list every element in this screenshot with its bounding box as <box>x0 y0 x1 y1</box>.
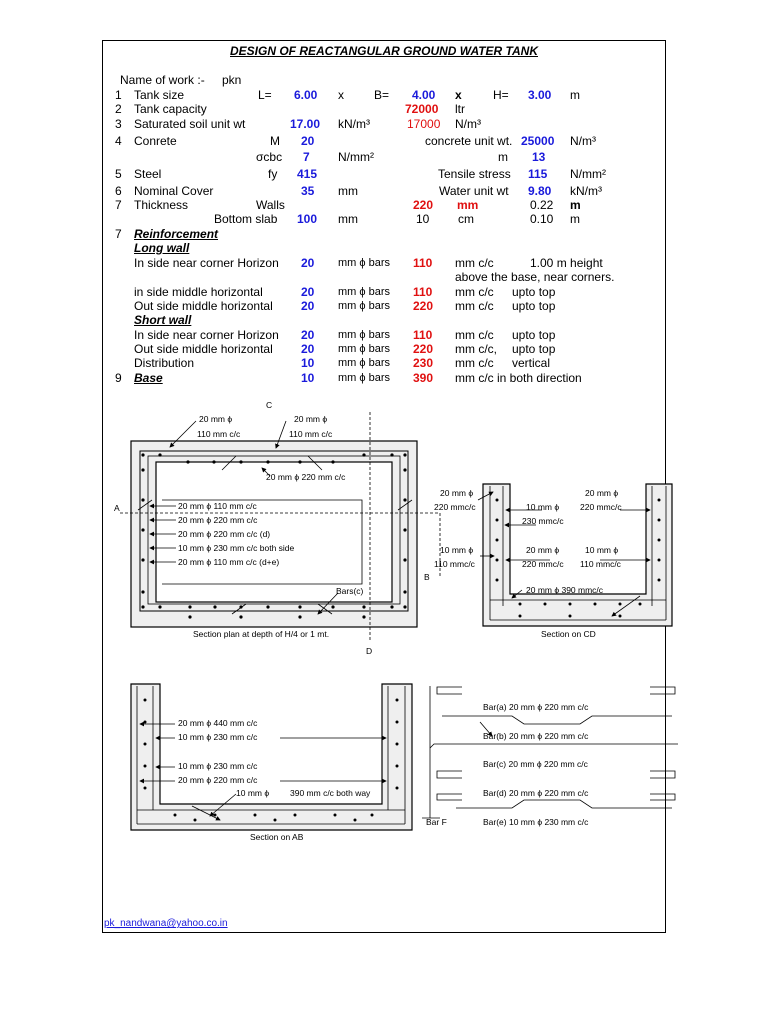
sw-spacing: 230 <box>413 356 434 370</box>
plan-bar-label: 10 mm ϕ 230 mm c/c both side <box>178 543 295 553</box>
height-value: 3.00 <box>528 88 552 102</box>
walls-label: Walls <box>256 198 285 212</box>
fy-value: 415 <box>297 167 318 181</box>
lw-dia: 20 <box>301 299 315 313</box>
sigma-value: 7 <box>303 150 310 164</box>
sw-note: upto top <box>512 342 556 356</box>
grade-label: M <box>270 134 280 148</box>
cd-label: 110 mmc/c <box>580 559 621 569</box>
section-plan <box>114 400 440 656</box>
lw-note-2: above the base, near corners. <box>455 270 615 284</box>
plan-bar-label: 20 mm ϕ 110 mm c/c <box>178 501 257 511</box>
base-heading: Base <box>134 371 163 385</box>
sw-note: vertical <box>512 356 551 370</box>
unit: cm <box>458 212 474 226</box>
sw-note: upto top <box>512 328 556 342</box>
ab-label: 20 mm ϕ 440 mm c/c <box>178 718 258 728</box>
lw-label: In side near corner Horizon <box>134 256 279 270</box>
unit: m <box>570 198 581 212</box>
row-label: Saturated soil unit wt <box>134 117 246 131</box>
bar-e-label: Bar(e) 10 mm ϕ 230 mm c/c <box>483 817 589 827</box>
base-dia: 10 <box>301 371 315 385</box>
name-of-work-value: pkn <box>222 73 242 87</box>
sw-dia: 20 <box>301 342 315 356</box>
cd-label: 220 mmc/c <box>434 502 476 512</box>
row-num: 1 <box>115 88 122 102</box>
fy-label: fy <box>268 167 278 181</box>
cd-label: 220 mmc/c <box>580 502 622 512</box>
unit: m <box>570 212 580 226</box>
length-value: 6.00 <box>294 88 318 102</box>
wall-thickness-value: 220 <box>413 198 434 212</box>
lw-spacing-unit: mm c/c <box>455 256 494 270</box>
row-label: Tank capacity <box>134 102 207 116</box>
cd-caption: Section on CD <box>541 629 596 639</box>
capacity-value: 72000 <box>405 102 439 116</box>
cd-label: 220 mmc/c <box>522 559 564 569</box>
cd-label: 230 mmc/c <box>522 516 564 526</box>
sw-dia: 10 <box>301 356 315 370</box>
lw-spacing-unit: mm c/c <box>455 299 494 313</box>
lw-dia: 20 <box>301 285 315 299</box>
page-title: DESIGN OF REACTANGULAR GROUND WATER TANK <box>230 44 538 58</box>
plan-bar-label: 20 mm ϕ 220 mm c/c <box>178 515 258 525</box>
unit: N/mm² <box>338 150 374 164</box>
unit: mm <box>338 184 358 198</box>
soil-wt-value-2: 17000 <box>407 117 441 131</box>
sw-bars: mm ϕ bars <box>338 343 390 355</box>
lw-spacing: 110 <box>413 285 433 299</box>
plan-a-label: A <box>114 503 120 513</box>
bottom-slab-label: Bottom slab <box>214 212 278 226</box>
name-of-work-label: Name of work :- <box>120 73 205 87</box>
long-wall-heading: Long wall <box>134 241 190 255</box>
section-ab <box>131 684 412 842</box>
row-num: 4 <box>115 134 122 148</box>
length-label: L= <box>258 88 272 102</box>
sw-spacing-unit: mm c/c <box>455 328 494 342</box>
base-spacing-unit: mm c/c in both direction <box>455 371 582 385</box>
lw-bars: mm ϕ bars <box>338 286 390 298</box>
ab-caption: Section on AB <box>250 832 304 842</box>
sw-label: Out side middle horizontal <box>134 342 273 356</box>
unit: kN/m³ <box>338 117 370 131</box>
sw-spacing-unit: mm c/c <box>455 356 494 370</box>
sw-bars: mm ϕ bars <box>338 357 390 369</box>
bar-a-label: Bar(a) 20 mm ϕ 220 mm c/c <box>483 702 589 712</box>
row-num: 7 <box>115 227 122 241</box>
unit: N/m³ <box>455 117 481 131</box>
grade-value: 20 <box>301 134 315 148</box>
lw-spacing: 110 <box>413 256 433 270</box>
unit: N/mm² <box>570 167 606 181</box>
base-spacing: 390 <box>413 371 434 385</box>
sw-label: In side near corner Horizon <box>134 328 279 342</box>
bar-c-label: Bar(c) 20 mm ϕ 220 mm c/c <box>483 759 588 769</box>
bar-d-label: Bar(d) 20 mm ϕ 220 mm c/c <box>483 788 589 798</box>
plan-b-label: B <box>424 572 430 582</box>
row-num: 5 <box>115 167 122 181</box>
lw-note: upto top <box>512 299 556 313</box>
ab-label: 20 mm ϕ 220 mm c/c <box>178 775 258 785</box>
plan-c-label: C <box>266 400 273 410</box>
plan-bars-c: Bars(c) <box>336 586 364 596</box>
times-sign: x <box>338 88 344 102</box>
slab-thickness-cm: 10 <box>416 212 430 226</box>
base-bars: mm ϕ bars <box>338 372 390 384</box>
cd-label: 10 mm ϕ <box>526 502 560 512</box>
modular-ratio-label: m <box>498 150 508 164</box>
slab-thickness-m: 0.10 <box>530 212 554 226</box>
height-label: H= <box>493 88 509 102</box>
plan-top-left-dia: 20 mm ϕ <box>199 414 233 424</box>
lw-dia: 20 <box>301 256 315 270</box>
concrete-wt-value: 25000 <box>521 134 555 148</box>
sw-bars: mm ϕ bars <box>338 329 390 341</box>
concrete-wt-label: concrete unit wt. <box>425 134 513 148</box>
unit: mm <box>338 212 358 226</box>
bar-f-label: Bar F <box>426 817 447 827</box>
plan-top-right-spacing: 110 mm c/c <box>289 429 333 439</box>
row-num: 6 <box>115 184 122 198</box>
reinforcement-heading: Reinforcement <box>134 227 219 241</box>
unit: kN/m³ <box>570 184 602 198</box>
row-label: Conrete <box>134 134 177 148</box>
times-sign: x <box>455 88 462 102</box>
row-label: Thickness <box>134 198 189 212</box>
unit: N/m³ <box>570 134 596 148</box>
water-wt-value: 9.80 <box>528 184 552 198</box>
sigma-label: σcbc <box>256 150 283 164</box>
plan-bar-label: 20 mm ϕ 110 mm c/c (d+e) <box>178 557 280 567</box>
section-cd <box>434 484 672 639</box>
plan-top-left-spacing: 110 mm c/c <box>197 429 241 439</box>
ab-label: 10 mm ϕ <box>236 788 270 798</box>
slab-thickness-value: 100 <box>297 212 318 226</box>
row-label: Nominal Cover <box>134 184 214 198</box>
unit: ltr <box>455 102 465 116</box>
lw-bars: mm ϕ bars <box>338 257 390 269</box>
row-num: 9 <box>115 371 122 385</box>
lw-spacing: 220 <box>413 299 434 313</box>
tensile-value: 115 <box>528 167 548 181</box>
plan-caption: Section plan at depth of H/4 or 1 mt. <box>193 629 330 639</box>
sw-spacing: 110 <box>413 328 433 342</box>
bar-b-label: Bar(b) 20 mm ϕ 220 mm c/c <box>483 731 589 741</box>
cover-value: 35 <box>301 184 315 198</box>
breadth-value: 4.00 <box>412 88 436 102</box>
cd-label: 10 mm ϕ <box>440 545 474 555</box>
unit: mm <box>457 198 479 212</box>
wall-thickness-m: 0.22 <box>530 198 554 212</box>
ab-label: 10 mm ϕ 230 mm c/c <box>178 761 258 771</box>
sw-spacing-unit: mm c/c, <box>455 342 497 356</box>
row-label: Steel <box>134 167 162 181</box>
cd-label: 20 mm ϕ <box>526 545 560 555</box>
lw-note: 1.00 m height <box>530 256 603 270</box>
cd-label: 20 mm ϕ <box>585 488 619 498</box>
lw-note: upto top <box>512 285 556 299</box>
lw-label: in side middle horizontal <box>134 285 263 299</box>
row-num: 2 <box>115 102 122 116</box>
breadth-label: B= <box>374 88 390 102</box>
plan-inner-label: 20 mm ϕ 220 mm c/c <box>266 472 346 482</box>
cd-label: 20 mm ϕ 390 mmc/c <box>526 585 604 595</box>
modular-ratio-value: 13 <box>532 150 546 164</box>
cd-label: 10 mm ϕ <box>585 545 619 555</box>
plan-bar-label: 20 mm ϕ 220 mm c/c (d) <box>178 529 271 539</box>
lw-spacing-unit: mm c/c <box>455 285 494 299</box>
short-wall-heading: Short wall <box>134 313 192 327</box>
plan-d-label: D <box>366 646 373 656</box>
lw-label: Out side middle horizontal <box>134 299 273 313</box>
ab-label: 10 mm ϕ 230 mm c/c <box>178 732 258 742</box>
ab-label: 390 mm c/c both way <box>290 788 371 798</box>
sw-spacing: 220 <box>413 342 434 356</box>
sw-label: Distribution <box>134 356 195 370</box>
plan-top-right-dia: 20 mm ϕ <box>294 414 328 424</box>
water-wt-label: Water unit wt <box>439 184 509 198</box>
email-link[interactable]: pk_nandwana@yahoo.co.in <box>104 918 228 929</box>
row-num: 3 <box>115 117 122 131</box>
unit: m <box>570 88 580 102</box>
lw-bars: mm ϕ bars <box>338 300 390 312</box>
tensile-label: Tensile stress <box>438 167 511 181</box>
sw-dia: 20 <box>301 328 315 342</box>
cd-label: 110 mmc/c <box>434 559 475 569</box>
row-num: 7 <box>115 198 122 212</box>
cd-label: 20 mm ϕ <box>440 488 474 498</box>
soil-wt-value: 17.00 <box>290 117 321 131</box>
row-label: Tank size <box>134 88 185 102</box>
